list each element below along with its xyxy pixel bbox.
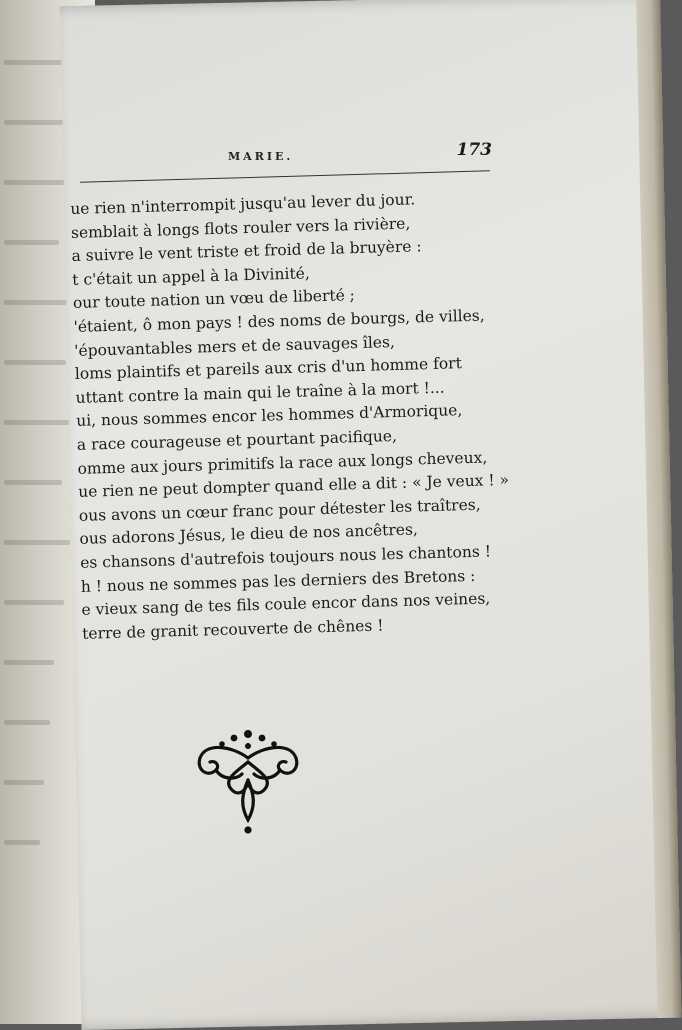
fleuron-ornament-icon [192,728,304,836]
page-number: 173 [456,140,492,160]
facing-text-line [4,780,44,785]
verse-line: ous adorons Jésus, le dieu de nos ancêtres, [79,520,419,549]
verse-line: loms plaintifs et pareils aux cris d'un homme fort [74,354,463,384]
facing-text-line [4,540,70,545]
verse-line: t c'était un appel à la Divinité, [72,264,311,289]
verse-line: uttant contre la main qui le traîne à la mort !... [75,378,445,407]
poem-verses [70,186,522,646]
verse-line: ue rien ne peut dompter quand elle a dit : « Je veux ! » [77,470,510,502]
facing-text-line [4,480,62,485]
facing-text-line [4,720,50,725]
running-title: MARIE. [228,150,294,163]
verse-line: a suivre le vent triste et froid de la bruyère : [71,237,422,266]
page-edge [636,0,681,1018]
facing-text-line [4,240,59,245]
verse-line: semblait à longs flots rouler vers la rivière, [70,214,411,242]
verse-line: ue rien n'interrompit jusqu'au lever du jour. [70,190,416,218]
facing-text-line [4,360,66,365]
verse-line: 'étaient, ô mon pays ! des noms de bourgs, de villes, [73,306,485,336]
verse-line: a race courageuse et pourtant pacifique, [76,426,398,454]
page-header [110,140,490,180]
verse-line: terre de granit recouverte de chênes ! [81,616,384,643]
verse-line: ui, nous sommes encor les hommes d'Armorique, [75,401,463,431]
facing-text-line [4,420,76,425]
verse-line: e vieux sang de tes fils coule encor dans nos veines, [81,589,491,619]
verse-line: ous avons un cœur franc pour détester les traîtres, [78,495,481,525]
verse-line: our toute nation un vœu de liberté ; [72,286,356,313]
verse-line: es chansons d'autrefois toujours nous les chantons ! [79,542,492,572]
facing-text-line [4,300,72,305]
facing-text-line [4,120,64,125]
facing-text-line [4,840,40,845]
facing-text-line [4,660,54,665]
verse-line: 'épouvantables mers et de sauvages îles, [74,332,396,360]
facing-text-line [4,600,64,605]
verse-line: omme aux jours primitifs la race aux longs cheveux, [77,447,488,478]
verse-line: h ! nous ne sommes pas les derniers des Bretons : [80,566,476,596]
